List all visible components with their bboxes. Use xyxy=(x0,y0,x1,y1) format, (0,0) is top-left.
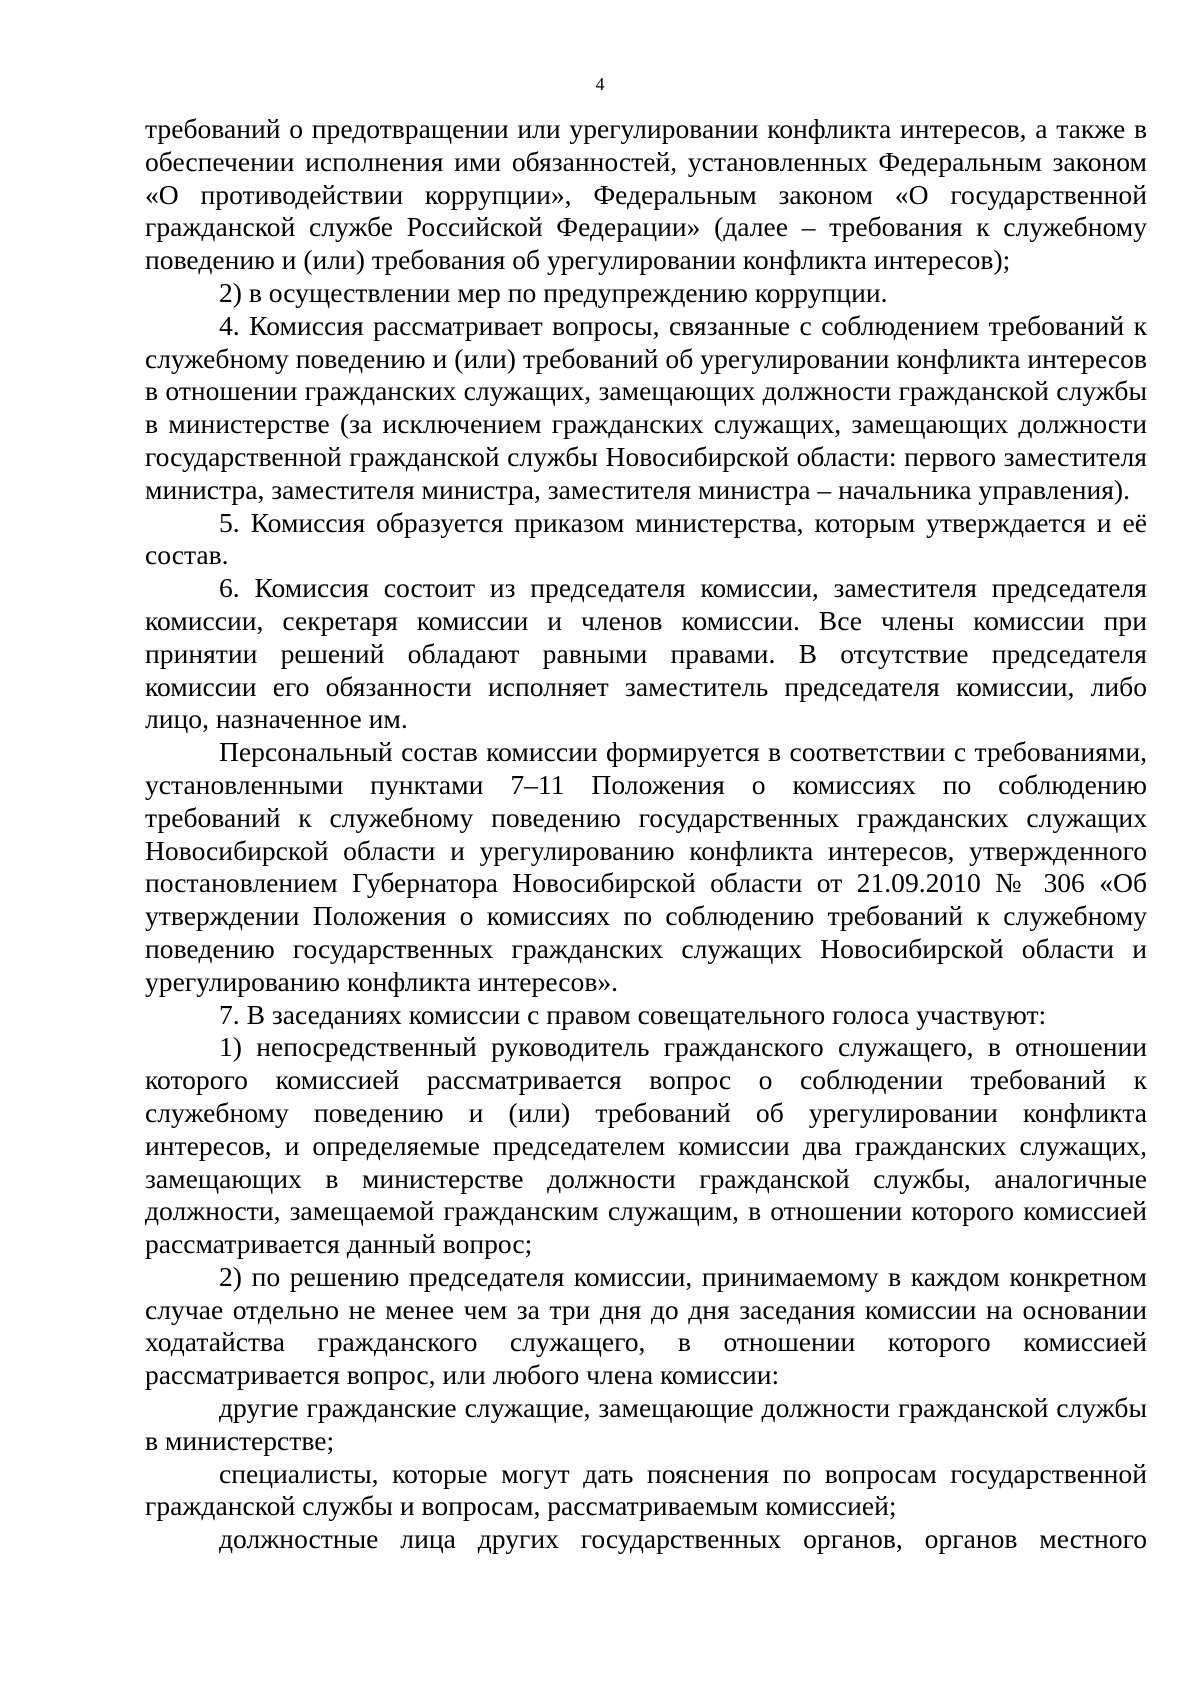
paragraph-clause-6: 6. Комиссия состоит из председателя комиссии, заместителя председателя комиссии, секретаря комиссии и членов комиссии. Все члены комиссии при принятии решений обладают равными правами. В отсутствие председателя комиссии его обязанности исполняет заместитель председателя комиссии, либо лицо, назначенное им. xyxy=(145,572,1147,735)
paragraph-item-2-decision: 2) по решению председателя комиссии, принимаемому в каждом конкретном случае отдельно не менее чем за три дня до дня заседания комиссии на основании ходатайства гражданского служащего, в отношении которого комиссией рассматривается вопрос, или любого члена комиссии: xyxy=(145,1260,1147,1391)
document-body xyxy=(145,113,1147,1556)
paragraph-clause-4: 4. Комиссия рассматривает вопросы, связанные с соблюдением требований к служебному поведению и (или) требований об урегулировании конфликта интересов в отношении гражданских служащих, замещающих должности гражданской службы в министерстве (за исключением гражданских служащих, замещающих должности государственной гражданской службы Новосибирской области: первого заместителя министра, заместителя министра, заместителя министра – начальника управления). xyxy=(145,309,1147,505)
paragraph-item-2: 2) в осуществлении мер по предупреждению коррупции. xyxy=(219,276,888,308)
paragraph-personal-composition: Персональный состав комиссии формируется в соответствии с требованиями, установленными пунктами 7–11 Положения о комиссиях по соблюдению требований к служебному поведению государственных гражданских служащих Новосибирской области и урегулированию конфликта интересов, утвержденного постановлением Губернатора Новосибирской области от 21.09.2010 № 306 «Об утверждении Положения о комиссиях по соблюдению требований к служебному поведению государственных гражданских служащих Новосибирской области и урегулированию конфликта интересов». xyxy=(145,736,1147,997)
paragraph-officials: должностные лица других государственных органов, органов местного xyxy=(219,1523,1147,1555)
paragraph-continuation: требований о предотвращении или урегулировании конфликта интересов, а также в обеспечении исполнения ими обязанностей, установленных Федеральным законом «О противодействии коррупции», Федеральным законом «О государственной гражданской службе Российской Федерации» (далее – требования к служебному поведению и (или) требования об урегулировании конфликта интересов); xyxy=(145,113,1147,276)
paragraph-specialists: специалисты, которые могут дать пояснения по вопросам государственной гражданской службы и вопросам, рассматриваемым комиссией; xyxy=(145,1457,1147,1522)
paragraph-other-servants: другие гражданские служащие, замещающие должности гражданской службы в министерстве; xyxy=(145,1392,1147,1456)
paragraph-item-1: 1) непосредственный руководитель гражданского служащего, в отношении которого комиссией рассматривается вопрос о соблюдении требований к служебному поведению и (или) требований об урегулировании конфликта интересов, и определяемые председателем комиссии два гражданских служащих, замещающих в министерстве должности гражданской службы, аналогичные должности, замещаемой гражданским служащим, в отношении которого комиссией рассматривается данный вопрос; xyxy=(145,1031,1147,1260)
paragraph-clause-5: 5. Комиссия образуется приказом министерства, которым утверждается и её состав. xyxy=(145,506,1147,571)
paragraph-clause-7: 7. В заседаниях комиссии с правом совещательного голоса участвуют: xyxy=(219,998,1047,1030)
page-number: 4 xyxy=(595,74,605,94)
